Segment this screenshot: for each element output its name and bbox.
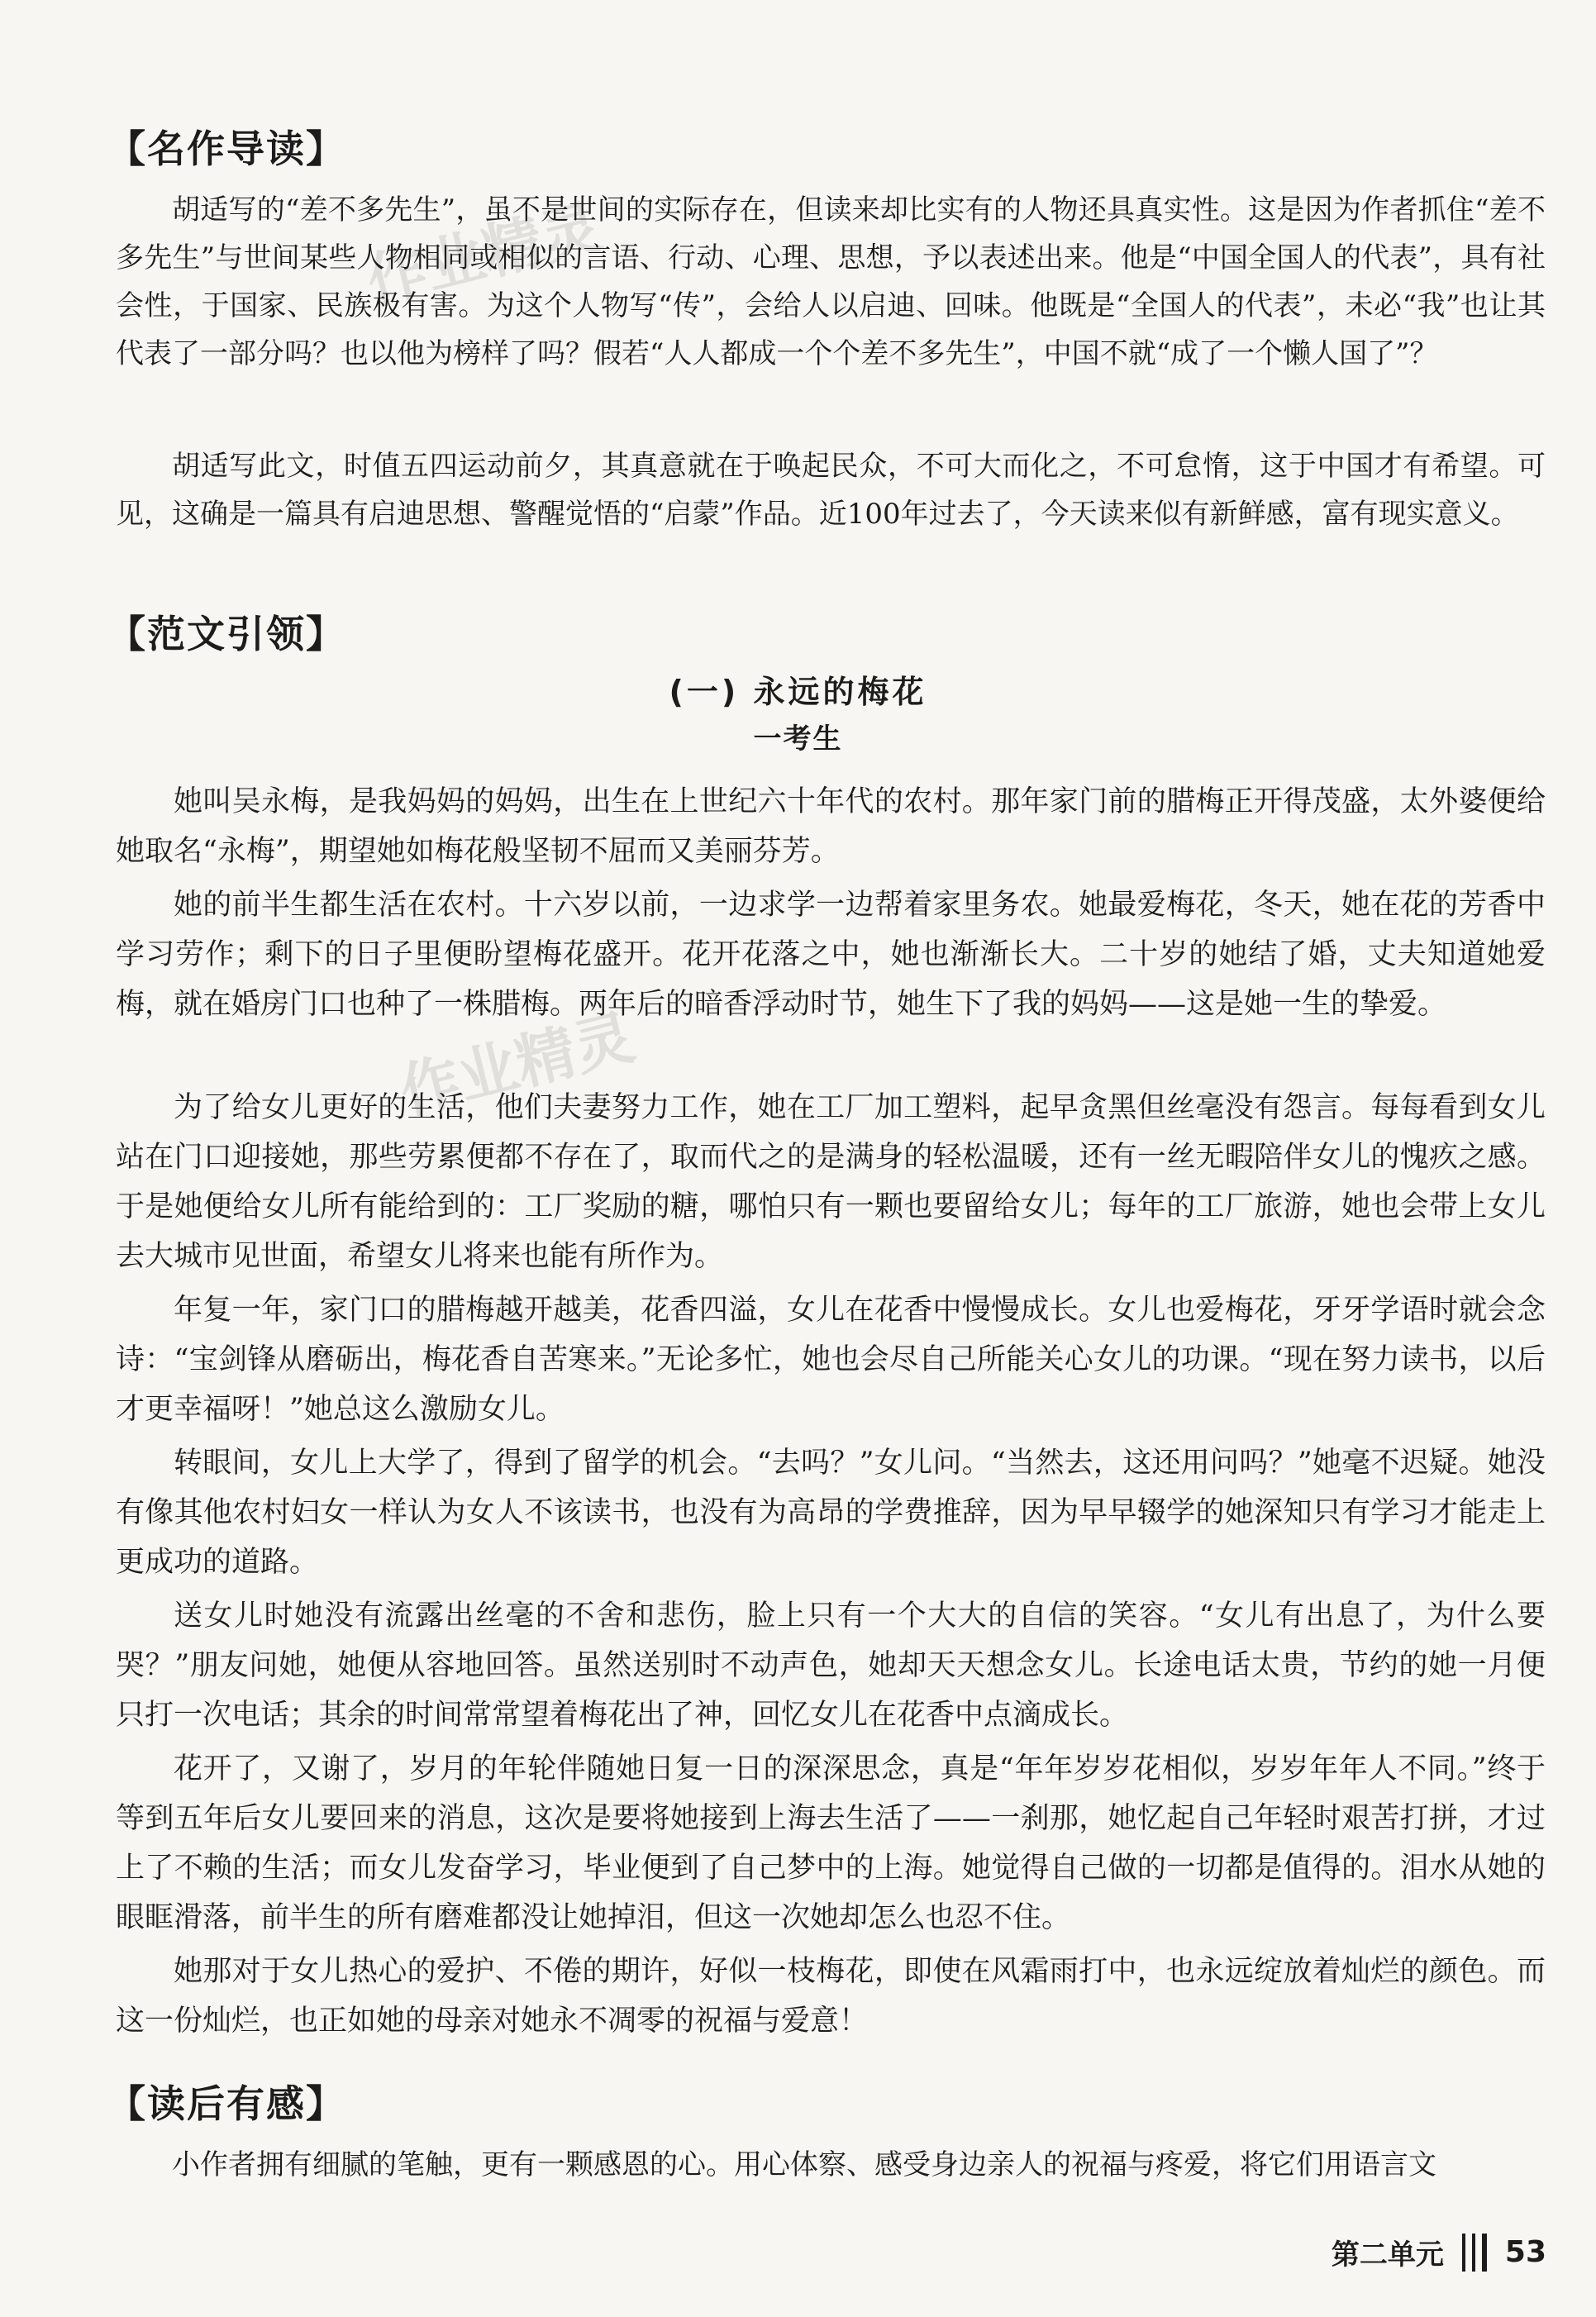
essay-paragraph: 转眼间，女儿上大学了，得到了留学的机会。“去吗？”女儿问。“当然去，这还用问吗？”她毫不迟疑。她没有像其他农村妇女一样认为女人不该读书，也没有为高昂的学费推辞，因为早早辍学的她深知只有学习才能走上更成功的道路。	[116, 1447, 1546, 1579]
section-heading-model: 【范文引领】	[107, 612, 345, 656]
unit-label: 第二单元	[1331, 2238, 1444, 2272]
watermark: 作业精灵	[360, 192, 608, 317]
watermark: 作业精灵	[393, 1002, 641, 1128]
guide-paragraph: 胡适写此文，时值五四运动前夕，其真意就在于唤起民众，不可大而化之，不可怠惰，这于中国才有希望。可见，这确是一篇具有启迪思想、警醒觉悟的“启蒙”作品。近100年过去了，今天读来似有新鲜感，富有现实意义。	[116, 450, 1546, 531]
reflection-paragraph: 小作者拥有细腻的笔触，更有一颗感恩的心。用心体察、感受身边亲人的祝福与疼爱，将它们用语言文	[172, 2148, 1436, 2181]
essay-paragraph: 她的前半生都生活在农村。十六岁以前，一边求学一边帮着家里务农。她最爱梅花，冬天，她在花的芳香中学习劳作；剩下的日子里便盼望梅花盛开。花开花落之中，她也渐渐长大。二十岁的她结了婚，丈夫知道她爱梅，就在婚房门口也种了一株腊梅。两年后的暗香浮动时节，她生下了我的妈妈——这是她一生的挚爱。	[116, 889, 1546, 1021]
section-heading-reflection: 【读后有感】	[107, 2081, 345, 2126]
page-footer	[1332, 2232, 1546, 2272]
guide-paragraph: 胡适写的“差不多先生”，虽不是世间的实际存在，但读来却比实有的人物还具真实性。这是因为作者抓住“差不多先生”与世间某些人物相同或相似的言语、行动、心理、思想，予以表述出来。他是“中国全国人的代表”，具有社会性，于国家、民族极有害。为这个人物写“传”，会给人以启迪、回味。他既是“全国人的代表”，未必“我”也让其代表了一部分吗？也以他为榜样了吗？假若“人人都成一个个差不多先生”，中国不就“成了一个懒人国了”？	[116, 193, 1546, 370]
section-heading-guide: 【名作导读】	[107, 126, 345, 171]
essay-paragraph: 她那对于女儿热心的爱护、不倦的期许，好似一枝梅花，即使在风霜雨打中，也永远绽放着灿烂的颜色。而这一份灿烂，也正如她的母亲对她永不凋零的祝福与爱意！	[116, 1955, 1546, 2038]
essay-author: 一考生	[753, 722, 843, 756]
page-number: 53	[1504, 2235, 1546, 2269]
essay-paragraph: 她叫吴永梅，是我妈妈的妈妈，出生在上世纪六十年代的农村。那年家门前的腊梅正开得茂盛，太外婆便给她取名“永梅”，期望她如梅花般坚韧不屈而又美丽芬芳。	[116, 785, 1546, 868]
essay-paragraph: 为了给女儿更好的生活，他们夫妻努力工作，她在工厂加工塑料，起早贪黑但丝毫没有怨言。每每看到女儿站在门口迎接她，那些劳累便都不存在了，取而代之的是满身的轻松温暖，还有一丝无暇陪伴女儿的愧疚之感。于是她便给女儿所有能给到的：工厂奖励的糖，哪怕只有一颗也要留给女儿；每年的工厂旅游，她也会带上女儿去大城市见世面，希望女儿将来也能有所作为。	[116, 1091, 1546, 1273]
essay-paragraph: 年复一年，家门口的腊梅越开越美，花香四溢，女儿在花香中慢慢成长。女儿也爱梅花，牙牙学语时就会念诗：“宝剑锋从磨砺出，梅花香自苦寒来。”无论多忙，她也会尽自己所能关心女儿的功课。“现在努力读书，以后才更幸福呀！”她总这么激励女儿。	[116, 1294, 1546, 1426]
essay-paragraph: 花开了，又谢了，岁月的年轮伴随她日复一日的深深思念，真是“年年岁岁花相似，岁岁年年人不同。”终于等到五年后女儿要回来的消息，这次是要将她接到上海去生活了——一刹那，她忆起自己年轻时艰苦打拼，才过上了不赖的生活；而女儿发奋学习，毕业便到了自己梦中的上海。她觉得自己做的一切都是值得的。泪水从她的眼眶滑落，前半生的所有磨难都没让她掉泪，但这一次她却怎么也忍不住。	[116, 1752, 1546, 1934]
essay-title: (一) 永远的梅花	[669, 674, 927, 710]
divider-bars-icon	[1462, 2234, 1487, 2272]
essay-paragraph: 送女儿时她没有流露出丝毫的不舍和悲伤，脸上只有一个大大的自信的笑容。“女儿有出息了，为什么要哭？”朋友问她，她便从容地回答。虽然送别时不动声色，她却天天想念女儿。长途电话太贵，节约的她一月便只打一次电话；其余的时间常常望着梅花出了神，回忆女儿在花香中点滴成长。	[116, 1599, 1546, 1732]
